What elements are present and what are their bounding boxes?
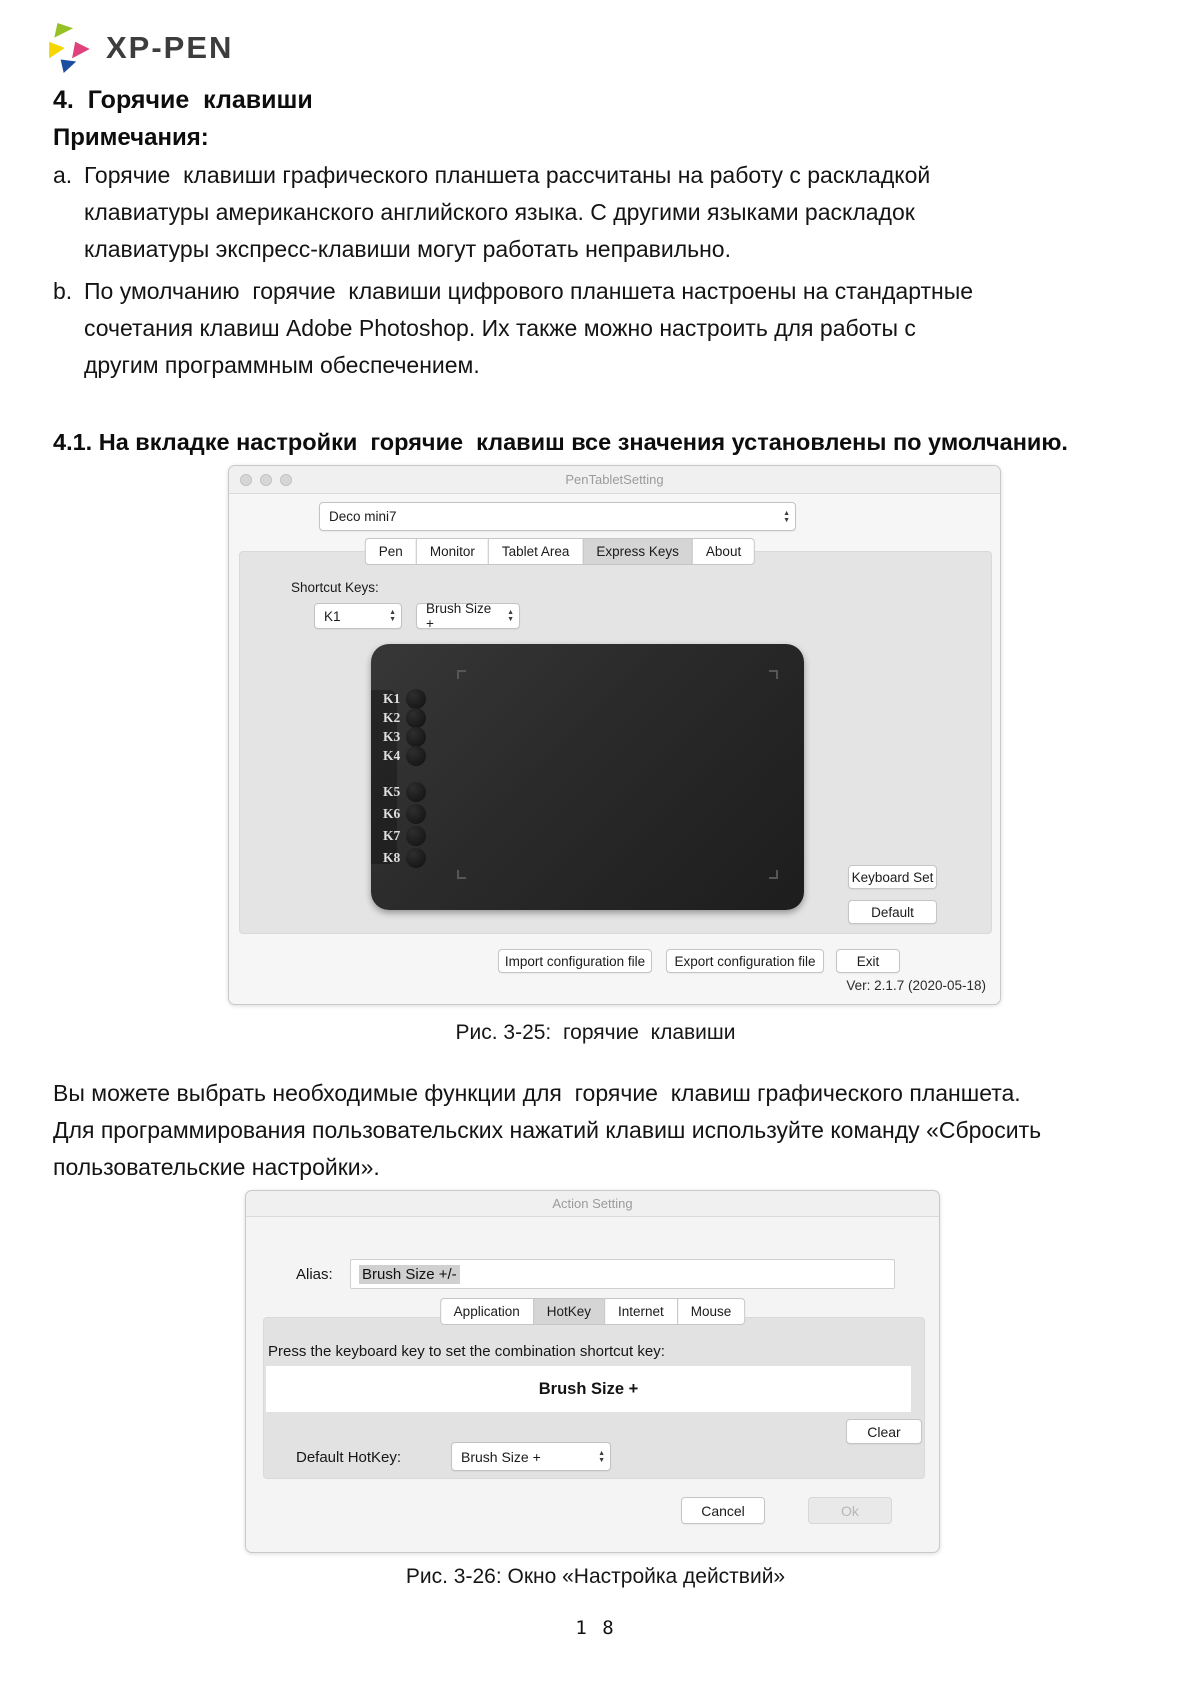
tablet-key-label: K1 xyxy=(383,691,401,706)
tablet-key-label: K2 xyxy=(383,710,401,725)
chevron-down-icon: ▼ xyxy=(507,616,514,623)
hotkey-input[interactable]: Brush Size + xyxy=(266,1366,911,1412)
alias-input-value: Brush Size +/- xyxy=(359,1265,460,1284)
window-titlebar xyxy=(246,1191,939,1217)
brand-wordmark: XP-PEN xyxy=(106,30,234,65)
tab-monitor[interactable]: Monitor xyxy=(416,538,489,565)
tablet-key-button[interactable] xyxy=(406,746,426,766)
window-title: Action Setting xyxy=(552,1196,633,1211)
section-title: 4. Горячие клавиши xyxy=(53,86,313,114)
version-text: Ver: 2.1.7 (2020-05-18) xyxy=(846,978,986,993)
tablet-key-label: K8 xyxy=(383,850,401,865)
tablet-key-label: K4 xyxy=(383,748,401,763)
note-b-marker: b. xyxy=(53,278,73,304)
key-select-value: K1 xyxy=(324,608,341,624)
tablet-key-label: K7 xyxy=(383,828,401,843)
tab-mouse[interactable]: Mouse xyxy=(677,1298,746,1325)
stepper-icon xyxy=(383,609,396,623)
body-paragraph: Вы можете выбрать необходимые функции для горячие клавиш графического планшета. Для программирования пользовательских нажатий клавиш используйте команду «Сбросить пользовательские настройки». xyxy=(53,1080,1048,1180)
chevron-up-icon: ▲ xyxy=(507,609,514,616)
import-configuration-button[interactable]: Import configuration file xyxy=(498,949,652,973)
note-b xyxy=(53,273,1191,384)
action-tab-bar xyxy=(440,1298,746,1325)
export-configuration-button[interactable]: Export configuration file xyxy=(666,949,824,973)
tablet-illustration xyxy=(371,644,804,910)
key-select[interactable] xyxy=(314,603,402,629)
active-area-corner-icon xyxy=(457,670,466,679)
note-a xyxy=(53,157,1191,268)
tab-tablet-area[interactable]: Tablet Area xyxy=(488,538,584,565)
tablet-key-row xyxy=(383,826,426,846)
tablet-key-button[interactable] xyxy=(406,782,426,802)
active-area-corner-icon xyxy=(457,870,466,879)
tab-application[interactable]: Application xyxy=(440,1298,534,1325)
exit-button[interactable]: Exit xyxy=(836,949,900,973)
figure-1-caption: Рис. 3-25: горячие клавиши xyxy=(455,1021,736,1044)
cancel-button[interactable]: Cancel xyxy=(681,1497,765,1524)
ok-button[interactable]: Ok xyxy=(808,1497,892,1524)
stepper-icon xyxy=(592,1450,605,1464)
note-a-text: Горячие клавиши графического планшета рассчитаны на работу с раскладкой клавиатуры американского английского языка. С другими языками раскладок клавиатуры экспресс-клавиши могут работать неправильно. xyxy=(84,162,937,262)
tab-hotkey[interactable]: HotKey xyxy=(533,1298,605,1325)
device-select-value: Deco mini7 xyxy=(329,509,397,524)
window-title: PenTabletSetting xyxy=(565,472,664,487)
tablet-key-row xyxy=(383,804,426,824)
alias-label: Alias: xyxy=(296,1266,333,1283)
minimize-window-icon[interactable] xyxy=(260,474,272,486)
subsection-title: 4.1. На вкладке настройки горячие клавиш все значения установлены по умолчанию. xyxy=(53,429,1068,455)
tablet-key-label: K3 xyxy=(383,729,401,744)
clear-button[interactable]: Clear xyxy=(846,1419,922,1444)
pen-tablet-setting-window xyxy=(228,465,1001,1005)
zoom-window-icon[interactable] xyxy=(280,474,292,486)
window-titlebar xyxy=(229,466,1000,494)
tablet-key-button[interactable] xyxy=(406,727,426,747)
tablet-key-row xyxy=(383,689,426,709)
tablet-key-button[interactable] xyxy=(406,826,426,846)
tablet-key-label: K6 xyxy=(383,806,401,821)
chevron-down-icon: ▼ xyxy=(389,616,396,623)
logo-triangle-pink xyxy=(72,42,90,59)
tablet-key-row xyxy=(383,727,426,747)
default-hotkey-value: Brush Size + xyxy=(461,1448,541,1465)
tab-express-keys[interactable]: Express Keys xyxy=(582,538,693,565)
stepper-icon xyxy=(501,609,514,623)
logo-triangle-yellow xyxy=(49,42,65,59)
close-window-icon[interactable] xyxy=(240,474,252,486)
logo-triangle-green xyxy=(54,23,73,38)
keyboard-set-button[interactable]: Keyboard Set xyxy=(848,865,937,889)
shortcut-keys-label: Shortcut Keys: xyxy=(291,580,379,595)
tablet-key-row xyxy=(383,708,426,728)
action-select[interactable] xyxy=(416,603,520,629)
hotkey-instruction: Press the keyboard key to set the combination shortcut key: xyxy=(268,1343,665,1360)
settings-tab-bar xyxy=(365,538,755,565)
chevron-down-icon: ▼ xyxy=(598,1456,605,1464)
default-hotkey-label: Default HotKey: xyxy=(296,1449,402,1466)
note-b-text: По умолчанию горячие клавиши цифрового планшета настроены на стандартные сочетания клавиш Adobe Photoshop. Их также можно настроить для работы с другим программным обеспечением. xyxy=(84,278,980,378)
stepper-icon xyxy=(777,510,790,524)
tab-internet[interactable]: Internet xyxy=(604,1298,678,1325)
chevron-up-icon: ▲ xyxy=(783,509,790,517)
chevron-down-icon: ▼ xyxy=(783,516,790,524)
action-setting-window xyxy=(245,1190,940,1553)
page-number: 1 8 xyxy=(575,1617,616,1639)
default-button[interactable]: Default xyxy=(848,900,937,924)
xp-pen-logo-mark-icon xyxy=(48,23,94,73)
tablet-key-button[interactable] xyxy=(406,804,426,824)
manual-page xyxy=(0,22,1191,1707)
figure-2-caption: Рис. 3-26: Окно «Настройка действий» xyxy=(405,1565,786,1588)
alias-input[interactable] xyxy=(350,1259,895,1289)
tablet-key-button[interactable] xyxy=(406,708,426,728)
window-controls xyxy=(240,474,292,486)
logo-triangle-blue xyxy=(61,59,77,73)
chevron-up-icon: ▲ xyxy=(598,1449,605,1457)
tablet-key-button[interactable] xyxy=(406,848,426,868)
chevron-up-icon: ▲ xyxy=(389,609,396,616)
device-select[interactable] xyxy=(319,502,796,531)
tablet-key-row xyxy=(383,848,426,868)
action-select-value: Brush Size + xyxy=(426,601,492,631)
tab-about[interactable]: About xyxy=(692,538,755,565)
tablet-key-row xyxy=(383,746,426,766)
notes-label: Примечания: xyxy=(53,124,209,151)
tablet-key-button[interactable] xyxy=(406,689,426,709)
xp-pen-logo xyxy=(48,22,1191,74)
tablet-key-row xyxy=(383,782,426,802)
note-a-marker: a. xyxy=(53,162,73,188)
active-area-corner-icon xyxy=(769,670,778,679)
active-area-corner-icon xyxy=(769,870,778,879)
default-hotkey-select[interactable] xyxy=(451,1442,611,1471)
tab-pen[interactable]: Pen xyxy=(365,538,417,565)
tablet-key-label: K5 xyxy=(383,784,401,799)
